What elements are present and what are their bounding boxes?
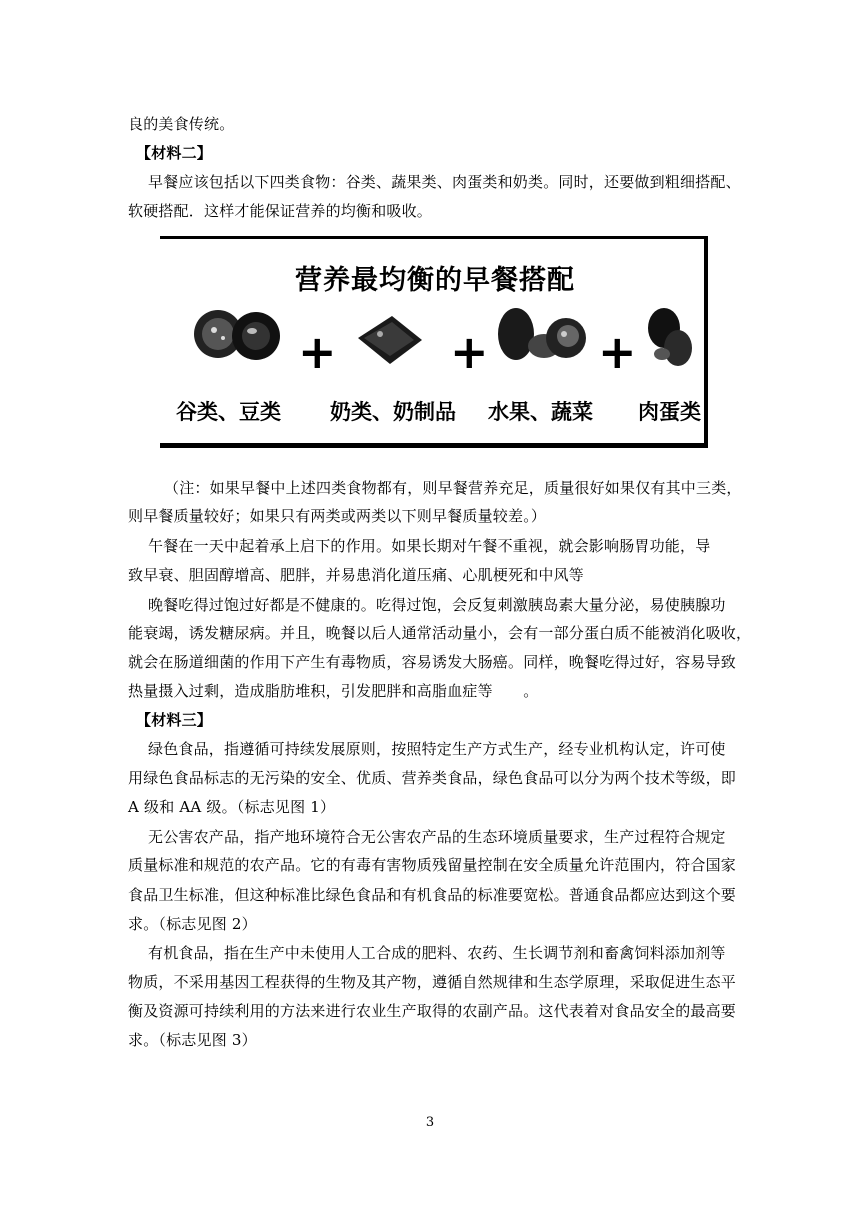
paragraph-line: 早餐应该包括以下四类食物：谷类、蔬果类、肉蛋类和奶类。同时，还要做到粗细搭配、 xyxy=(148,173,741,191)
meat-egg-icon xyxy=(642,302,700,376)
paragraph-line: 衡及资源可持续利用的方法来进行农业生产取得的农副产品。这代表着对食品安全的最高要 xyxy=(128,1002,737,1020)
figure-label-meat-egg: 肉蛋类 xyxy=(638,400,701,424)
milk-bread-icon xyxy=(350,310,430,370)
grain-bowls-icon xyxy=(192,300,282,370)
paragraph-line: 有机食品，指在生产中未使用人工合成的肥料、农药、生长调节剂和畜禽饲料添加剂等 xyxy=(148,944,726,962)
paragraph-line: 质量标准和规范的农产品。它的有毒有害物质残留量控制在安全质量允许范围内，符合国家 xyxy=(128,856,737,874)
plus-sign: + xyxy=(598,325,637,379)
paragraph-line: 求。（标志见图 3） xyxy=(128,1031,257,1049)
paragraph-line: 食品卫生标准，但这种标准比绿色食品和有机食品的标准要宽松。普通食品都应达到这个要 xyxy=(128,886,737,904)
figure-title: 营养最均衡的早餐搭配 xyxy=(295,265,575,296)
paragraph-line: 绿色食品，指遵循可持续发展原则，按照特定生产方式生产，经专业机构认定，许可使 xyxy=(148,740,726,758)
paragraph-line: 就会在肠道细菌的作用下产生有毒物质，容易诱发大肠癌。同样，晚餐吃得过好，容易导致 xyxy=(128,653,737,671)
breakfast-combination-figure xyxy=(160,236,710,446)
figure-label-dairy: 奶类、奶制品 xyxy=(330,400,456,424)
paragraph-line: 午餐在一天中起着承上启下的作用。如果长期对午餐不重视，就会影响肠胃功能，导 xyxy=(148,537,711,555)
paragraph-line: 用绿色食品标志的无污染的安全、优质、营养类食品，绿色食品可以分为两个技术等级，即 xyxy=(128,769,737,787)
plus-sign: + xyxy=(450,325,489,379)
paragraph-line: 致早衰、胆固醇增高、肥胖，并易患消化道压痛、心肌梗死和中风等 xyxy=(128,566,585,584)
note-line: （注：如果早餐中上述四类食物都有，则早餐营养充足，质量很好如果仅有其中三类， xyxy=(164,479,742,497)
page-number: 3 xyxy=(425,1115,435,1130)
fruit-vegetable-icon xyxy=(496,298,592,372)
section-heading-material-3: 【材料三】 xyxy=(136,711,213,729)
figure-label-grains: 谷类、豆类 xyxy=(176,400,281,424)
paragraph-line: 无公害农产品，指产地环境符合无公害农产品的生态环境质量要求，生产过程符合规定 xyxy=(148,828,726,846)
paragraph-line: 软硬搭配．这样才能保证营养的均衡和吸收。 xyxy=(128,202,433,220)
paragraph-line: 热量摄入过剩，造成脂肪堆积，引发肥胖和高脂血症等 。 xyxy=(128,682,539,700)
figure-label-fruit-veg: 水果、蔬菜 xyxy=(488,400,593,424)
paragraph-line: 良的美食传统。 xyxy=(128,115,235,133)
paragraph-line: 物质，不采用基因工程获得的生物及其产物，遵循自然规律和生态学原理，采取促进生态平 xyxy=(128,973,737,991)
note-line: 则早餐质量较好；如果只有两类或两类以下则早餐质量较差。） xyxy=(128,507,547,525)
paragraph-line: 能衰竭，诱发糖尿病。并且，晚餐以后人通常活动量小，会有一部分蛋白质不能被消化吸收， xyxy=(128,624,752,642)
section-heading-material-2: 【材料二】 xyxy=(136,144,213,162)
paragraph-line: 晚餐吃得过饱过好都是不健康的。吃得过饱，会反复刺激胰岛素大量分泌，易使胰腺功 xyxy=(148,596,726,614)
paragraph-line: 求。（标志见图 2） xyxy=(128,915,257,933)
paragraph-line: A 级和 AA 级。（标志见图 1） xyxy=(128,798,336,816)
plus-sign: + xyxy=(298,325,337,379)
